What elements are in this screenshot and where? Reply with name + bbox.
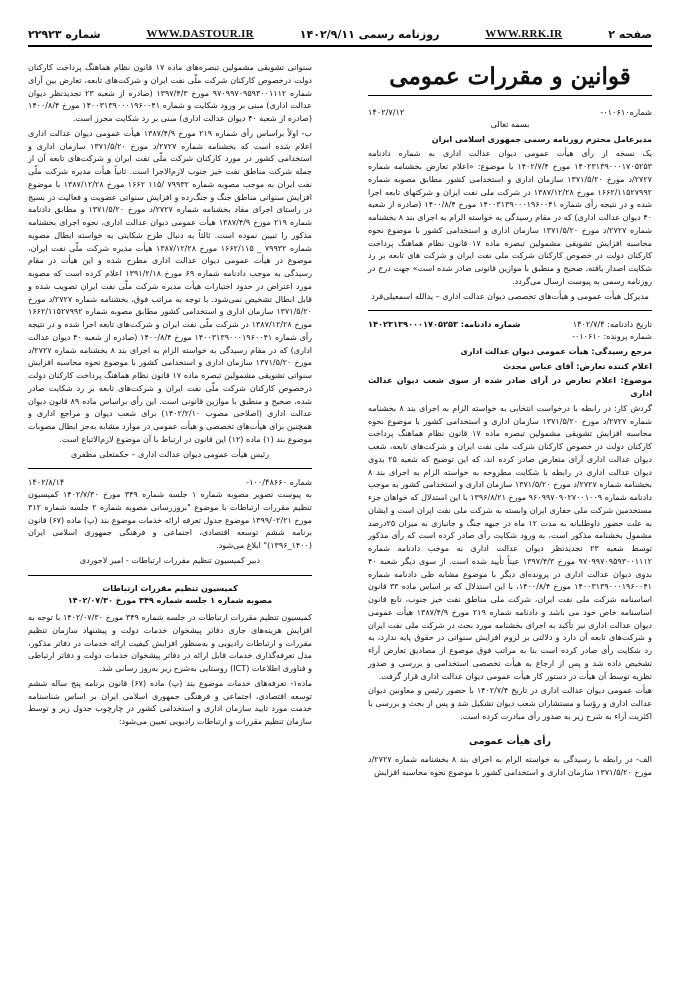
page-number: صفحه ۲ [608,27,652,41]
case-meta [368,318,652,331]
left-column [28,62,312,731]
logo-divider [368,95,652,96]
resolution-title: مصوبه شماره ۱ جلسه شماره ۳۴۹ مورخ ۱۴۰۲/۰۷/۳۰ [67,596,273,606]
notice-meta [28,476,312,489]
conflict-reporter: اعلام کننده تعارض: آقای عباس محدث [502,361,652,371]
case-number: شماره پرونده: ۰۱۰۶۱۰- [572,332,652,341]
letter-signer: مدیرکل هیأت عمومی و هیأت‌های تخصصی دیوان عدالت اداری – یدالله اسمعیلی‌فرد [371,291,649,301]
case-subject: موضوع: اعلام تعارض در آرای صادر شده از سوی شعب دیوان عدالت اداری [368,376,652,398]
verdict-date: تاریخ دادنامه: ۱۴۰۲/۷/۴ [572,319,652,330]
divider [28,575,312,576]
section-logo: قوانین و مقررات عمومی [389,63,631,90]
verdict-title: رأی هیأت عمومی [469,735,551,747]
verdict-body-start: الف- در رابطه با رسیدگی به خواسته الزام به اجرای بند ۸ بخشنامه شماره ۲۷۲۷/د مورخ ۱۳۷۱/۵/۲۰ سازمان اداری و استخدامی کشور با موضوع نحوه محاسبه افزایش [368,755,652,777]
site-link-rrk[interactable]: WWW.RRK.IR [485,28,563,40]
letter-body: یک نسخه از رأی هیأت عمومی دیوان عدالت اداری به شماره دادنامه ۱۴۰۲۳۱۳۹۰۰۰۱۷۰۵۲۵۳ مورخ ۱۴۰۲/۷/۴ با موضوع: «اعلام تعارض بخشنامه شماره ۲۷۲۷/د مورخ ۱۳۷۱/۵/۲۰ سازمان اداری و استخدامی کشور مطابق مصوبه شماره ۱۶۶۲/۱۱۵۲۷۹۹۲ مورخ ۱۳۸۷/۱۲/۲۸ در شرکت ملی نفت ایران و شرکتهای تابعه اجرا شده و در نتیجه رأی شماره ۱۴۰۰۳۱۳۹۰۰۰۱۹۶۰۰۴۱ مورخ ۱۴۰۰/۸/۴ (صادره از شعبه ۴۰ دیوان عدالت اداری) که در مقام رسیدگی به خواسته الزام به اجرای بند ۸ بخشنامه شماره ۲۷۲۷/د مورخ ۱۳۷۱/۵/۲۰ سازمان اداری و استخدامی کشور با موضوع نحوه محاسبه افزایش تشویقی مشمولین تبصره ماده ۱۷ قانون نظام هماهنگ پرداخت کارکنان دولت در خصوص کارکنان شرکت ملی نفت ایران و شرکت های تابعه بر رد شکایت اصدار یافته، صحیح و منطبق با موازین قانونی صادر شده است» جهت درج در روزنامه رسمی به پیوست ارسال می‌گردد. [368,149,653,286]
divider [368,310,652,311]
bismillah: بسمه تعالی [490,119,530,129]
session-paragraph: هیأت عمومی دیوان عدالت اداری در تاریخ ۱۴۰۲/۷/۴ با حضور رئیس و معاونین دیوان عدالت اداری و رؤسا و مستشاران شعب دیوان تشکیل شد و پس از بحث و بررسی با اکثریت آراء به شرح زیر به صدور رأی مبادرت کرده است. [368,686,652,721]
verdict-section-b: ب- اولاً براساس رأی شماره ۲۱۹ مورخ ۱۳۸۷/۴/۹ هیأت عمومی دیوان عدالت اداری اعلام شده است که بخشنامه شماره ۲۷۲۷/د مورخ ۱۳۷۱/۵/۲۰ سازمان اداری و استخدامی کشور در مورد کارکنان شرکت ملّی نفت ایران و شرکت‌های تابعه آن از جمله شرکت مناطق نفت خیز جنوب لازم‌الاجرا است. ثانیاً هیأت مدیره شرکت ملّی نفت ایران به موجب مصوبه شماره ۷۹۹۳۲ /۱۱۵ ۱۶۶۲ مورخ ۱۳۸۷/۱۲/۲۸ با موضوع افزایش سنواتی مناطق جنگ و جنگ‌زده و افزایش سنواتی عضویت و فعالیت در بسیج در راستای اجرای مفاد بخشنامه شماره ۲۷۲۷/د مورخ ۱۳۷۱/۵/۲۰ و مطابق دادنامه شماره ۲۱۹ مورخ ۱۳۸۷/۴/۹ هیأت عمومی دیوان عدالت اداری، نحوه اجرای بخشنامه مذکور را تبیین نموده است. ثالثاً به دنبال طرح شکایتی به خواسته ابطال مصوبه شماره ۷۹۹۳۲ _ ۱۶۶۲/۱۱۵ مورخ ۱۳۸۷/۱۲/۲۸ هیأت مدیره شرکت ملّی نفت ایران، موضوع در هیأت عمومی دیوان عدالت اداری مطرح شده و این هیأت در مقام رسیدگی به موجب دادنامه شماره ۶۹ مورخ ۱۳۹۱/۲/۱۸ اعلام کرده است که مصوبه مورد اعتراض در حدود اختیارات هیأت مدیره شرکت ملّی نفت ایران تصویب شده و قابل ابطال تشخیص نمی‌شود. با توجه به مراتب فوق، بخشنامه شماره ۲۷۲۷/د مورخ ۱۳۷۱/۵/۲۰ سازمان اداری و استخدامی کشور مطابق مصوبه شماره ۱۶۶۲/۱۱۵۲۷۹۹۲ مورخ ۱۳۸۷/۱۲/۲۸ در شرکت ملّی نفت ایران و شرکت‌های تابعه اجرا شده و در نتیجه رأی شماره ۱۴۰۰۳۱۳۹۰۰۰۱۹۶۰۰۴۱ مورخ ۱۴۰۰/۸/۴ (صادره از شعبه ۴۰ دیوان عدالت اداری) که در مقام رسیدگی به خواسته الزام به اجرای بند ۸ بخشنامه شماره ۲۷۲۷/د مورخ ۱۳۷۱/۵/۲۰ سازمان اداری و استخدامی کشور با موضوع نحوه محاسبه افزایش سنواتی تشویقی مشمولین تبصره ماده ۱۷ قانون نظام هماهنگ پرداخت کارکنان دولت درخصوص کارکنان شرکت ملّی نفت ایران و شرکت‌های تابعه بر رد شکایت صادر شده، صحیح و منطبق با موازین قانونی است. این رأی براساس ماده ۸۹ قانون دیوان عدالت اداری (اصلاحی مصوب ۱۴۰۲/۲/۱۰) برای شعب دیوان و مراجع اداری و همچنین برای هیأت‌های تخصصی و هیأت عمومی در موارد مشابه به‌جز ابطال مصوبات موضوع بند (۱) ماده (۱۲) این قانون در ارتباط با آن موضوع لازم‌الاتباع است. [28,128,313,444]
commission-title: کمیسیون تنظیم مقررات ارتباطات [102,583,238,593]
case-workflow: گردش کار: در رابطه با درخواست انتخابی به خواسته الزام به اجرای بند ۸ بخشنامه شماره ۲۷۲۷/د مورخ ۱۳۷۱/۵/۲۰ سازمان اداری و استخدامی کشور با موضوع نحوه محاسبه افزایش تشویقی مشمولین تبصره ماده ۱۷ قانون نظام هماهنگ پرداخت کارکنان دولت در خصوص کارکنان شرکت ملی نفت ایران و شرکت‌های تابعه، شعب دیوان عدالت اداری آرای متعارض صادر کرده اند، که این توضیح که شعبه ۲۵ بدوی دیوان عدالت اداری در رابطه با شکایت مطروحه به خواسته الزام به اجرای بند ۸ بخشنامه شماره ۲۷۲۷/د مورخ ۱۳۷۱/۵/۲۰ سازمان اداری و استخدامی کشور به موجب دادنامه شماره ۹۶۰۹۹۷۰۹۰۲۷۰۰۱۰۰۹ مورخ ۱۳۹۶/۸/۲۱ با این استدلال که خواهان جزء مستخدمین شرکت ملی حفاری ایران وابسته به شرکت ملی نفت ایران است و ایشان به علت حضور داوطلبانه به مدت ۱۲ ماه در جبهه جنگ و جانبازی به میزان ۲۵درصد مشمول بخشنامه مذکور است، به ورود شکایت رأی صادر کرده است که رأی مذکور توسط شعبه ۲۳ تجدیدنظر دیوان عدالت اداری به موجب دادنامه شماره ۹۷۰۹۹۷۰۹۵۹۳۰۰۱۱۱۲ مورخ ۱۳۹۷/۴/۳ عیناً تأیید شده است. از سوی دیگر شعبه ۴۰ بدوی دیوان عدالت اداری در پرونده‌ای دیگر با موضوع مشابه طی دادنامه شماره ۱۴۰۰۳۱۳۹۰۰۰۱۹۶۰۰۴۱ مورخ ۱۴۰۰/۸/۴، با این استدلال که بر اساس ماده ۳۳ قانون اساسنامه شرکت ملی نفت ایران، شرکت ملی مناطق نفت خیز جنوب، تابع قانون اساسنامه خاص خود می باشد و دادنامه شماره ۲۱۹ مورخ ۱۳۸۷/۴/۹ هیأت عمومی دیوان عدالت اداری نیز تأکید به اجرای بخشنامه مورد بحث در شرکت ملی نفت ایران و شرکت‌های تابعه آن دارد و دلالتی بر لزوم افزایش سنواتی در حقوق پایه ندارد، به رد شکایت رأی صادر کرده است بنا به مراتب فوق موضوع از مصادیق تعارض آراء تشخیص داده شد و پس از ارجاع به هیأت تخصصی استخدامی و بررسی و صدور نظریه توسط آن هیأت در دستور کار هیأت عمومی دیوان عدالت اداری قرار گرفت. [368,403,652,681]
letter-number: شماره۰۱۰۶۱۰- [600,107,652,117]
header-rule [28,45,652,47]
right-column [368,62,652,782]
page-header [28,24,652,44]
notice-number: شماره ۱۰۰/۴۸۶۶۰- [246,477,312,488]
article-1: ماده۱- تعرفه‌های خدمات موضوع بند (پ) ماده (۶۷) قانون برنامه پنج ساله ششم توسعه اقتصادی، اجتماعی و فرهنگی جمهوری اسلامی ایران بر اساس شناسنامه خدمت مورد تایید سازمان اداری و استخدامی کشور در چارچوب جدول زیر و توسط سازمان تنظیم مقررات و ارتباطات رادیویی تعیین می‌شود: [28,678,313,726]
letter-date: ۱۴۰۲/۷/۱۲ [368,107,405,117]
addressee: مدیرعامل محترم روزنامه رسمی جمهوری اسلامی ایران [431,134,652,144]
issue-number: شماره ۲۲۹۲۳ [28,27,101,41]
divider [28,468,312,469]
resolution-body: کمیسیون تنظیم مقررات ارتباطات در جلسه شماره ۳۴۹ مورخ ۱۴۰۲/۰۷/۳۰ با توجه به افزایش هزینه‌های جاری دفاتر پیشخوان خدمات دولت و پیشنهاد سازمان تنظیم مقررات و ارتباطات رادیویی و به‌منظور افزایش کیفیت ارائه خدمات در دفاتر مذکور، مدل تعرفه‌گذاری خدمات قابل ارائه در دفاتر پیشخوان خدمات دولت و دفاتر ارتباطی و فناوری اطلاعات (ICT) روستایی به‌شرح زیر به‌روز رسانی شد. [28,613,313,673]
verdict-number: شماره دادنامه: ۱۴۰۲۳۱۳۹۰۰۰۱۷۰۵۲۵۳ [368,319,521,330]
notice-date: ۱۴۰۲/۸/۱۴ [28,477,65,488]
verdict-body-continued: سنواتی تشویقی مشمولین تبصره‌های ماده ۱۷ قانون نظام هماهنگ پرداخت کارکنان دولت درخصوص کارکنان شرکت ملّی نفت ایران و شرکت‌های تابعه، تعارض بین آرای شماره ۹۷۰۹۹۷۰۹۵۹۳۰۰۱۱۱۲ مورخ ۱۳۹۷/۴/۳ (صادره از شعبه ۲۳ تجدیدنظر دیوان عدالت اداری) مبنی بر ورود شکایت و شماره ۱۴۰۰۳۱۳۹۰۰۰۱۹۶۰۰۴۱ مورخ ۱۴۰۰/۸/۴ (صادره از شعبه ۴۰ دیوان عدالت اداری) مبنی بر رد شکایت محرز است. [28,63,312,123]
letter-meta [368,106,652,119]
site-link-dastour[interactable]: WWW.DASTOUR.IR [146,28,254,40]
review-authority: مرجع رسیدگی: هیأت عمومی دیوان عدالت اداری [460,346,652,356]
gazette-date: روزنامه رسمی ۱۴۰۲/۹/۱۱ [299,27,440,41]
notice-signer: دبیر کمیسیون تنظیم مقررات ارتباطات - امیر لاجوردی [79,555,261,565]
verdict-signer: رئیس هیأت عمومی دیوان عدالت اداری – حکمتعلی مظفری [70,449,270,459]
notice-body: به پیوست تصویر مصوبه شماره ۱ جلسه شماره ۳۴۹ مورخ ۱۴۰۲/۷/۳۰ کمیسیون تنظیم مقررات ارتباطات با موضوع "بروزرسانی مصوبه شماره ۲ جلسه شماره ۳۱۲ مورخ ۱۳۹۹/۰۲/۲۱ موضوع جدول تعرفه ارائه خدمات موضوع بند (پ) ماده (۶۷) قانون برنامه ششم توسعه اقتصادی، اجتماعی و فرهنگی جمهوری اسلامی ایران (۱۴۰۰_۱۳۹۶)" ابلاغ می‌شود. [28,490,312,550]
